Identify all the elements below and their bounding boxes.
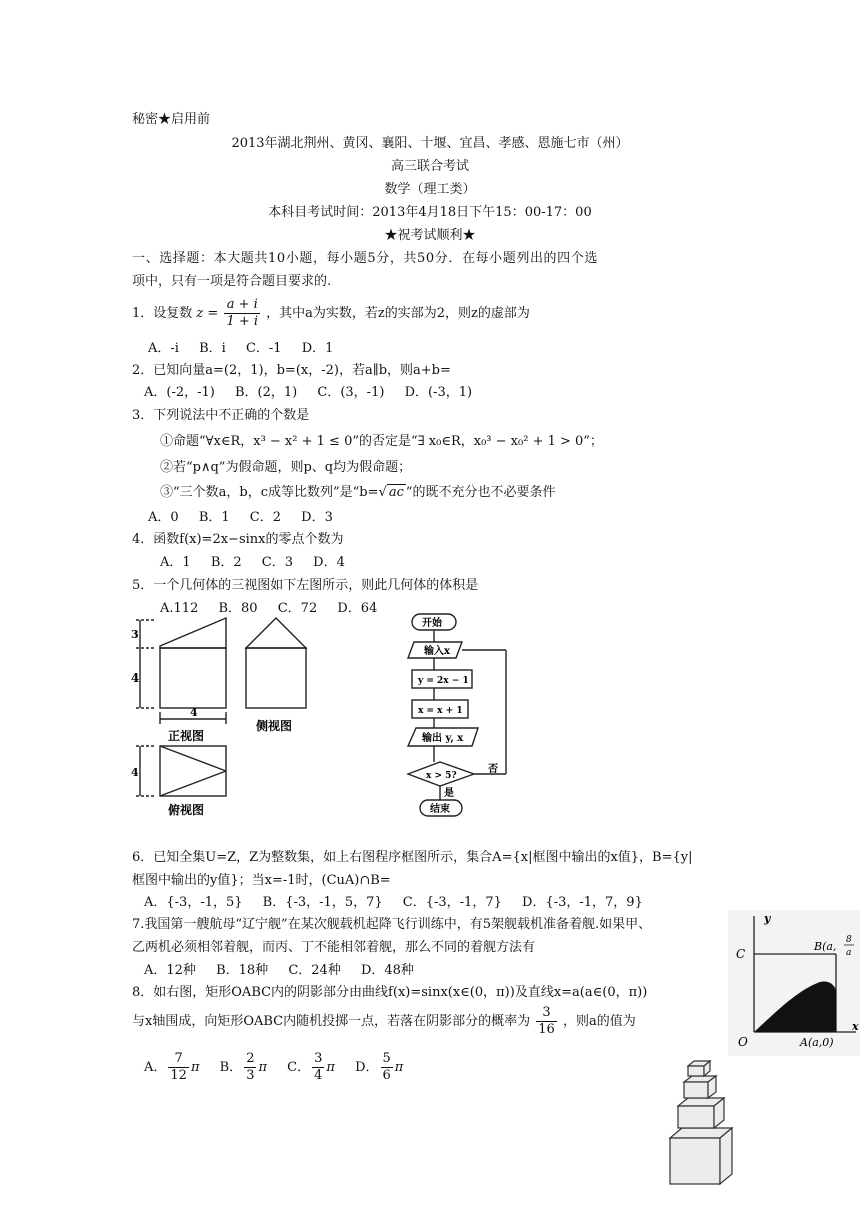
exam-wish: ★祝考试顺利★ [384, 228, 476, 243]
q5-choice-d[interactable]: D．64 [337, 601, 378, 616]
question-2-choices [144, 381, 488, 400]
q3-s3-part-a: ③“三个数a，b，c成等比数列”是“b= [160, 485, 379, 500]
q2-choice-d[interactable]: D．(-3，1) [404, 385, 473, 400]
q3-choice-d[interactable]: D．3 [301, 510, 333, 525]
q7-choice-b[interactable]: B．18种 [216, 963, 269, 978]
q8-d-num: 5 [382, 1051, 391, 1066]
graph-b-label: B(a, [814, 940, 837, 953]
question-3-stem: 3．下列说法中不正确的个数是 [132, 408, 310, 423]
top-view-label: 俯视图 [168, 803, 205, 817]
q1-prefix: 1．设复数 [132, 306, 193, 321]
exam-time: 本科目考试时间：2013年4月18日下午15：00-17：00 [268, 205, 592, 220]
q6-choice-d[interactable]: D．{-3，-1，7，9} [522, 895, 643, 910]
front-dim-4: 4 [131, 671, 140, 685]
flow-input-text: 输入x [424, 646, 450, 657]
question-6-line-2: 框图中输出的y值}；当x=-1时，(CuA)∩B= [132, 873, 391, 888]
question-8-line-2 [132, 1002, 636, 1042]
q1-z: z = [196, 306, 219, 321]
graph-c-label: C [736, 947, 746, 961]
q2-choice-b[interactable]: B．(2，1) [235, 385, 298, 400]
flow-yes-label: 是 [444, 788, 454, 799]
question-7-choices [144, 959, 430, 978]
q1-choice-b[interactable]: B．i [199, 341, 226, 356]
q3-statement-2: ②若“p∧q”为假命题，则p、q均为假命题； [160, 460, 412, 475]
question-7-line-1: 7.我国第一艘航母“辽宁舰”在某次舰载机起降飞行训练中，有5架舰载机准备着舰.如果甲、 [132, 917, 652, 932]
q8-a-den: 12 [170, 1068, 187, 1083]
section-intro-2: 项中，只有一项是符合题目要求的. [132, 274, 332, 289]
q7-choice-a[interactable]: A．12种 [144, 963, 196, 978]
q8-prob-den: 16 [538, 1022, 555, 1037]
q8-c-den: 4 [314, 1068, 323, 1083]
q1-choice-a[interactable]: A．-i [148, 341, 179, 356]
exam-title-1: 2013年湖北荆州、黄冈、襄阳、十堰、宜昌、孝感、恩施七市（州） [231, 136, 629, 151]
q2-choice-c[interactable]: C．(3，-1) [317, 385, 385, 400]
question-6-choices [144, 891, 659, 910]
q8-b-den: 3 [246, 1068, 255, 1083]
flowchart-figure [400, 610, 520, 822]
question-5-stem: 5．一个几何体的三视图如下左图所示，则此几何体的体积是 [132, 578, 479, 593]
stacked-cubes-figure [666, 1058, 738, 1188]
flow-assign2-text: x = x + 1 [418, 706, 463, 716]
side-view-body [246, 648, 306, 708]
flow-output-text: 输出 y, x [422, 733, 464, 744]
graph-o-label: O [738, 1035, 748, 1049]
q8-d-pi: π [394, 1060, 404, 1075]
front-view-label: 正视图 [168, 729, 205, 743]
graph-a-label: A(a,0) [800, 1036, 834, 1049]
side-view-roof [246, 618, 306, 648]
question-8-choices [144, 1046, 419, 1090]
q8-line2-part-a: 与x轴围成，向矩形OABC内随机投掷一点，若落在阴影部分的概率为 [132, 1014, 531, 1029]
q4-choice-d[interactable]: D．4 [313, 555, 345, 570]
q8-c-pi: π [326, 1060, 335, 1075]
q8-choice-a-label: A． [144, 1060, 167, 1075]
flow-cond-text: x > 5? [426, 771, 457, 781]
q3-choice-b[interactable]: B．1 [198, 510, 230, 525]
front-dim-4-bottom: 4 [190, 706, 198, 719]
q1-suffix: ，其中a为实数，若z的实部为2，则z的虚部为 [266, 306, 530, 321]
q8-rectangle-graph [728, 910, 860, 1056]
side-view-label: 侧视图 [256, 719, 293, 733]
q8-d-den: 6 [382, 1068, 391, 1083]
secret-label: 秘密★启用前 [132, 112, 211, 127]
q8-line2-part-b: ，则a的值为 [562, 1014, 636, 1029]
graph-b-num: 8 [846, 935, 852, 945]
q8-prob-num: 3 [536, 1005, 557, 1022]
q8-choice-a[interactable] [144, 1046, 199, 1090]
q1-choice-c[interactable]: C．-1 [245, 341, 282, 356]
question-7-line-2: 乙两机必须相邻着舰，而丙、丁不能相邻着舰，那么不同的着舰方法有 [132, 940, 536, 955]
question-6-line-1: 6．已知全集U=Z，Z为整数集，如上右图程序框图所示，集合A={x|框图中输出的x值}，B={y| [132, 850, 693, 865]
q6-choice-c[interactable]: C．{-3，-1，7} [402, 895, 502, 910]
top-view-rect [160, 746, 226, 796]
section-intro-1: 一、选择题：本大题共10小题，每小题5分，共50分．在每小题列出的四个选 [132, 251, 598, 266]
q3-choice-c[interactable]: C．2 [249, 510, 281, 525]
q1-fraction [224, 297, 260, 330]
q7-choice-d[interactable]: D．48种 [360, 963, 414, 978]
q1-choice-d[interactable]: D．1 [301, 341, 334, 356]
q5-choice-b[interactable]: B．80 [218, 601, 258, 616]
three-view-figure [128, 612, 308, 822]
flow-start-text: 开始 [422, 618, 442, 629]
q4-choice-a[interactable]: A．1 [160, 555, 191, 570]
q7-choice-c[interactable]: C．24种 [288, 963, 341, 978]
q4-choice-b[interactable]: B．2 [210, 555, 242, 570]
q8-choice-b-label: B． [219, 1060, 243, 1075]
front-dim-3: 3 [131, 628, 139, 641]
q8-b-pi: π [258, 1060, 268, 1075]
flow-assign1-text: y = 2x − 1 [418, 676, 469, 686]
top-dim-4: 4 [131, 766, 139, 779]
question-1-choices [148, 337, 349, 356]
q8-c-num: 3 [314, 1051, 323, 1066]
flow-no-label: 否 [488, 764, 498, 775]
q1-fraction-den: 1 + i [226, 314, 259, 329]
q6-choice-a[interactable]: A．{-3，-1，5} [144, 895, 243, 910]
q3-s3-sqrt: ac [388, 485, 404, 500]
graph-x-label: x [852, 1020, 859, 1033]
q2-choice-a[interactable]: A．(-2，-1) [144, 385, 215, 400]
exam-title-2: 高三联合考试 [390, 159, 469, 174]
flow-end-text: 结束 [430, 804, 450, 815]
q8-choice-d[interactable] [355, 1046, 403, 1090]
graph-b-den: a [846, 948, 852, 958]
front-view-top [160, 618, 226, 648]
q3-statement-3: ③“三个数a，b，c成等比数列”是“b=√ ac ”的既不充分也不必要条件 [160, 485, 556, 500]
question-1-stem [132, 292, 530, 336]
q3-s3-part-b: ”的既不充分也不必要条件 [405, 485, 556, 500]
q4-choice-c[interactable]: C．3 [261, 555, 293, 570]
question-2-stem: 2．已知向量a=(2，1)，b=(x，-2)，若a∥b，则a+b= [132, 363, 451, 378]
q1-fraction-num: a + i [224, 297, 260, 314]
q5-choice-c[interactable]: C．72 [277, 601, 318, 616]
q6-choice-b[interactable]: B．{-3，-1，5，7} [262, 895, 383, 910]
front-view-body [160, 648, 226, 708]
q8-choice-d-label: D． [355, 1060, 379, 1075]
q8-a-pi: π [190, 1060, 200, 1075]
q5-choice-a[interactable]: A.112 [160, 601, 199, 616]
q8-b-num: 2 [246, 1051, 255, 1066]
question-4-stem: 4．函数f(x)=2x−sinx的零点个数为 [132, 532, 344, 547]
q3-choice-a[interactable]: A．0 [148, 510, 179, 525]
exam-title-3: 数学（理工类） [384, 182, 476, 197]
q8-choice-c-label: C． [287, 1060, 311, 1075]
question-8-line-1: 8．如右图，矩形OABC内的阴影部分由曲线f(x)=sinx(x∈(0，π))及直线x=a(a∈(0，π)) [132, 985, 648, 1000]
q3-statement-1: ①命题“∀x∈R，x³ − x² + 1 ≤ 0”的否定是“∃ x₀∈R，x₀³ − x₀² + 1 > 0”； [160, 434, 603, 449]
q8-choice-b[interactable] [220, 1046, 267, 1090]
q8-probability-fraction [536, 1005, 557, 1038]
graph-y-label: y [764, 912, 771, 925]
question-3-choices [148, 506, 349, 525]
question-4-choices [160, 551, 361, 570]
q8-choice-c[interactable] [287, 1046, 335, 1090]
q8-a-num: 7 [168, 1051, 189, 1068]
